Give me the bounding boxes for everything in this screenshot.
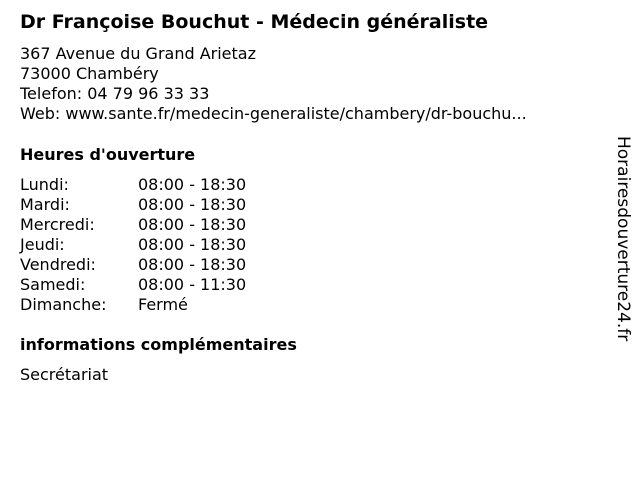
time-value: 08:00 - 18:30: [138, 175, 247, 194]
hours-row-tuesday: [20, 195, 246, 215]
info-heading: informations complémentaires: [20, 335, 297, 354]
watermark-text: Horairesdouverture24.fr: [613, 136, 633, 342]
address-block: [20, 44, 527, 124]
time-value: Fermé: [138, 295, 188, 314]
day-label: Dimanche:: [20, 295, 107, 314]
hours-row-thursday: [20, 235, 246, 255]
hours-row-monday: [20, 175, 246, 195]
time-value: 08:00 - 18:30: [138, 195, 247, 214]
time-value: 08:00 - 18:30: [138, 255, 247, 274]
phone-number: Telefon: 04 79 96 33 33: [20, 84, 210, 103]
page-title: Dr Françoise Bouchut - Médecin généraliste: [20, 11, 489, 33]
city-address: 73000 Chambéry: [20, 64, 159, 83]
info-text: Secrétariat: [20, 365, 109, 384]
day-label: Vendredi:: [20, 255, 96, 274]
street-address: 367 Avenue du Grand Arietaz: [20, 44, 256, 63]
time-value: 08:00 - 18:30: [138, 215, 247, 234]
day-label: Mercredi:: [20, 215, 95, 234]
time-value: 08:00 - 18:30: [138, 235, 247, 254]
day-label: Mardi:: [20, 195, 70, 214]
time-value: 08:00 - 11:30: [138, 275, 247, 294]
hours-row-saturday: [20, 275, 246, 295]
day-label: Jeudi:: [20, 235, 65, 254]
hours-row-friday: [20, 255, 246, 275]
watermark: [612, 136, 636, 346]
opening-hours-table: [20, 175, 246, 315]
hours-heading: Heures d'ouverture: [20, 145, 196, 164]
day-label: Samedi:: [20, 275, 86, 294]
day-label: Lundi:: [20, 175, 69, 194]
website-link[interactable]: Web: www.sante.fr/medecin-generaliste/chambery/dr-bouchu...: [20, 104, 527, 123]
hours-row-wednesday: [20, 215, 246, 235]
hours-row-sunday: [20, 295, 246, 315]
